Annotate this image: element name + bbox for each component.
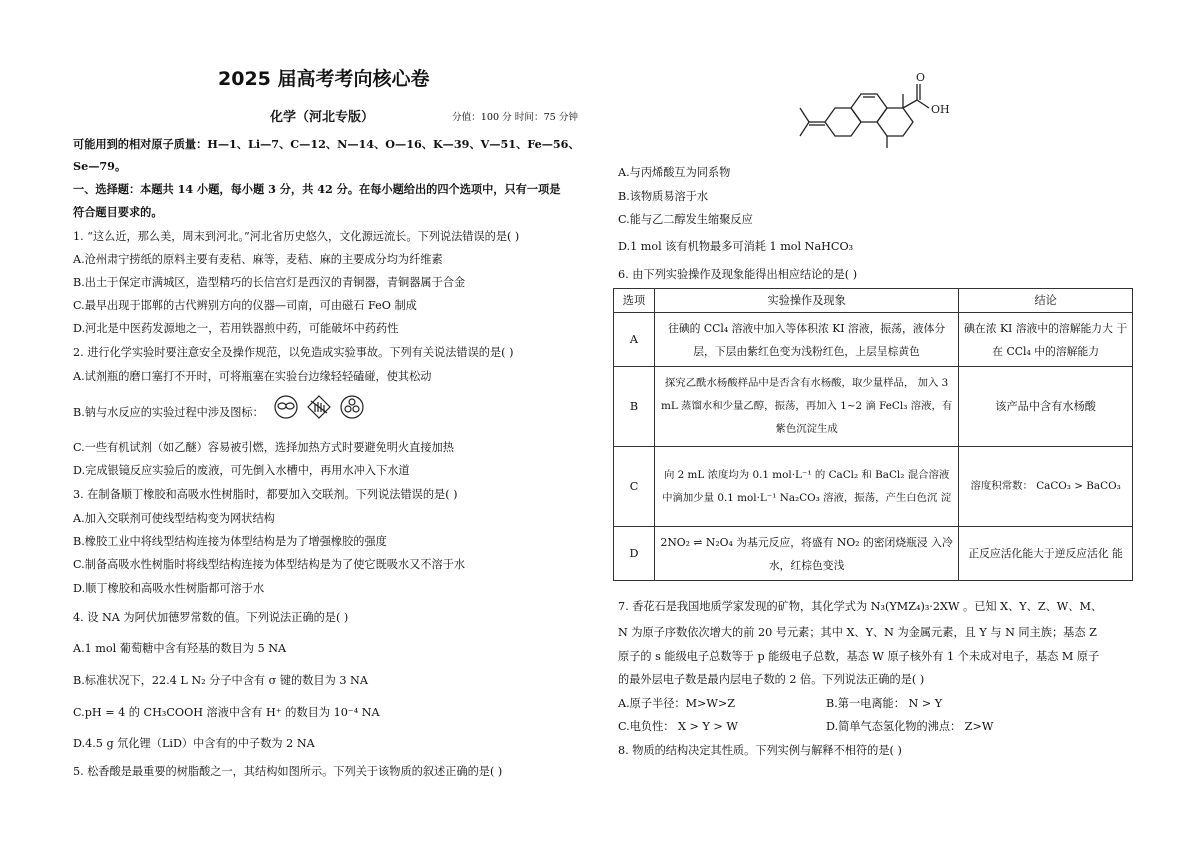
atomic-masses-line-2: Se—79。 <box>73 159 127 173</box>
q2-option-c: C.一些有机试剂（如乙醚）容易被引燃，选择加热方式时要避免明火直接加热 <box>73 441 454 454</box>
q1-stem: 1. “这么近，那么美，周末到河北。”河北省历史悠久，文化源远流长。下列说法错误的是( ) <box>73 230 520 243</box>
q7-stem-line-2: N 为原子序数依次增大的前 20 号元素；其中 X、Y、N 为金属元素，且 Y 与 N 同主族；基态 Z <box>618 626 1097 639</box>
page-title: 2025 届高考考向核心卷 <box>218 68 430 90</box>
row-conclusion: 该产品中含有水杨酸 <box>959 367 1133 447</box>
q3-stem: 3. 在制备顺丁橡胶和高吸水性树脂时，都要加入交联剂。下列说法错误的是( ) <box>73 488 458 501</box>
svg-text:O: O <box>916 72 926 84</box>
row-option: B <box>614 367 655 447</box>
q1-option-c: C.最早出现于邯郸的古代辨别方向的仪器—司南，可由磁石 FeO 制成 <box>73 299 417 312</box>
section-heading-line-1: 一、选择题：本题共 14 小题，每小题 3 分，共 42 分。在每小题给出的四个选项中，只有一项是 <box>73 182 561 196</box>
q7-stem-line-4: 的最外层电子数是最内层电子数的 2 倍。下列说法正确的是( ) <box>618 673 925 686</box>
row-conclusion: 溶度积常数： CaCO₃ > BaCO₃ <box>959 447 1133 527</box>
exam-meta: 分值：100 分 时间：75 分钟 <box>452 112 579 123</box>
q7-stem-line-1: 7. 香花石是我国地质学家发现的矿物，其化学式为 N₃(YMZ₄)₃·2XW 。已知 X、Y、Z、W、M、 <box>618 600 1103 613</box>
q3-option-a: A.加入交联剂可使线型结构变为网状结构 <box>73 512 275 525</box>
q4-option-d: D.4.5 g 氘化锂（LiD）中含有的中子数为 2 NA <box>73 737 315 750</box>
q7-option-d: D.简单气态氢化物的沸点： Z>W <box>826 720 994 733</box>
q4-stem: 4. 设 NA 为阿伏加德罗常数的值。下列说法正确的是( ) <box>73 611 349 624</box>
no-hand-icon <box>308 396 330 418</box>
row-operation: 2NO₂ ⇌ N₂O₄ 为基元反应，将盛有 NO₂ 的密闭烧瓶浸 入冷水，红棕色变浅 <box>654 527 958 581</box>
q2-option-a: A.试剂瓶的磨口塞打不开时，可将瓶塞在实验台边缘轻轻磕碰，使其松动 <box>73 370 432 383</box>
row-operation: 探究乙酰水杨酸样品中是否含有水杨酸，取少量样品， 加入 3 mL 蒸馏水和少量乙醇，振荡，再加入 1~2 滴 FeCl₃ 溶液，有紫色沉淀生成 <box>654 367 958 447</box>
goggles-icon <box>275 396 297 418</box>
row-operation: 向 2 mL 浓度均为 0.1 mol·L⁻¹ 的 CaCl₂ 和 BaCl₂ 混合溶液 中滴加少量 0.1 mol·L⁻¹ Na₂CO₃ 溶液，振荡，产生白色沉 淀 <box>654 447 958 527</box>
q7-option-a: A.原子半径：M>W>Z <box>618 697 736 710</box>
flame-hazard-icon <box>341 396 363 418</box>
row-operation: 往碘的 CCl₄ 溶液中加入等体积浓 KI 溶液，振荡，液体分 层，下层由紫红色变为浅粉红色，上层呈棕黄色 <box>654 313 958 367</box>
row-option: C <box>614 447 655 527</box>
q5-stem: 5. 松香酸是最重要的树脂酸之一，其结构如图所示。下列关于该物质的叙述正确的是( ) <box>73 765 503 778</box>
q8-stem: 8. 物质的结构决定其性质。下列实例与解释不相符的是( ) <box>618 744 902 757</box>
row-option: A <box>614 313 655 367</box>
q3-option-b: B.橡胶工业中将线型结构连接为体型结构是为了增强橡胶的强度 <box>73 535 387 548</box>
q1-option-b: B.出土于保定市满城区，造型精巧的长信宫灯是西汉的青铜器，青铜器属于合金 <box>73 276 466 289</box>
table-header-option: 选项 <box>614 289 655 313</box>
table-header-conclusion: 结论 <box>959 289 1133 313</box>
q2-option-b-row <box>73 402 365 424</box>
table-row <box>614 367 1133 447</box>
q5-option-c: C.能与乙二醇发生缩聚反应 <box>618 213 753 226</box>
q1-option-a: A.沧州肃宁捞纸的原料主要有麦秸、麻等，麦秸、麻的主要成分均为纤维素 <box>73 253 443 266</box>
q4-option-b: B.标准状况下，22.4 L N₂ 分子中含有 σ 键的数目为 3 NA <box>73 674 368 687</box>
q4-option-c: C.pH = 4 的 CH₃COOH 溶液中含有 H⁺ 的数目为 10⁻⁴ NA <box>73 706 380 719</box>
row-conclusion: 碘在浓 KI 溶液中的溶解能力大 于在 CCl₄ 中的溶解能力 <box>959 313 1133 367</box>
table-header-operation: 实验操作及现象 <box>654 289 958 313</box>
subject-title: 化学（河北专版） <box>270 110 375 125</box>
atomic-masses-line-1: 可能用到的相对原子质量：H—1、Li—7、C—12、N—14、O—16、K—39、V—51、Fe—56、 <box>73 137 580 151</box>
q5-option-d: D.1 mol 该有机物最多可消耗 1 mol NaHCO₃ <box>618 240 854 253</box>
abietic-acid-structure <box>795 72 965 166</box>
q7-stem-line-3: 原子的 s 能级电子总数等于 p 能级电子总数，基态 W 原子核外有 1 个未成对电子，基态 M 原子 <box>618 650 1100 663</box>
experiment-table <box>613 288 1133 581</box>
q7-option-c: C.电负性： X > Y > W <box>618 720 738 733</box>
section-heading-line-2: 符合题目要求的。 <box>73 205 163 219</box>
q3-option-c: C.制备高吸水性树脂时将线型结构连接为体型结构是为了使它既吸水又不溶于水 <box>73 558 466 571</box>
table-header-row <box>614 289 1133 313</box>
oh-label: OH <box>931 103 950 116</box>
q6-stem: 6. 由下列实验操作及现象能得出相应结论的是( ) <box>618 268 858 281</box>
q3-option-d: D.顺丁橡胶和高吸水性树脂都可溶于水 <box>73 582 265 595</box>
q1-option-d: D.河北是中医药发源地之一，若用铁器煎中药，可能破坏中药药性 <box>73 322 399 335</box>
q2-stem: 2. 进行化学实验时要注意安全及操作规范，以免造成实验事故。下列有关说法错误的是( ) <box>73 346 514 359</box>
q2-option-d: D.完成银镜反应实验后的废液，可先倒入水槽中，再用水冲入下水道 <box>73 464 410 477</box>
q5-option-a: A.与丙烯酸互为同系物 <box>618 166 731 179</box>
table-row <box>614 447 1133 527</box>
row-option: D <box>614 527 655 581</box>
q5-option-b: B.该物质易溶于水 <box>618 190 709 203</box>
q2-option-b: B.钠与水反应的实验过程中涉及图标： <box>73 406 264 419</box>
table-row <box>614 527 1133 581</box>
q4-option-a: A.1 mol 葡萄糖中含有羟基的数目为 5 NA <box>73 642 287 655</box>
safety-icons <box>273 402 365 424</box>
row-conclusion: 正反应活化能大于逆反应活化 能 <box>959 527 1133 581</box>
table-row <box>614 313 1133 367</box>
q7-option-b: B.第一电离能： N > Y <box>826 697 943 710</box>
